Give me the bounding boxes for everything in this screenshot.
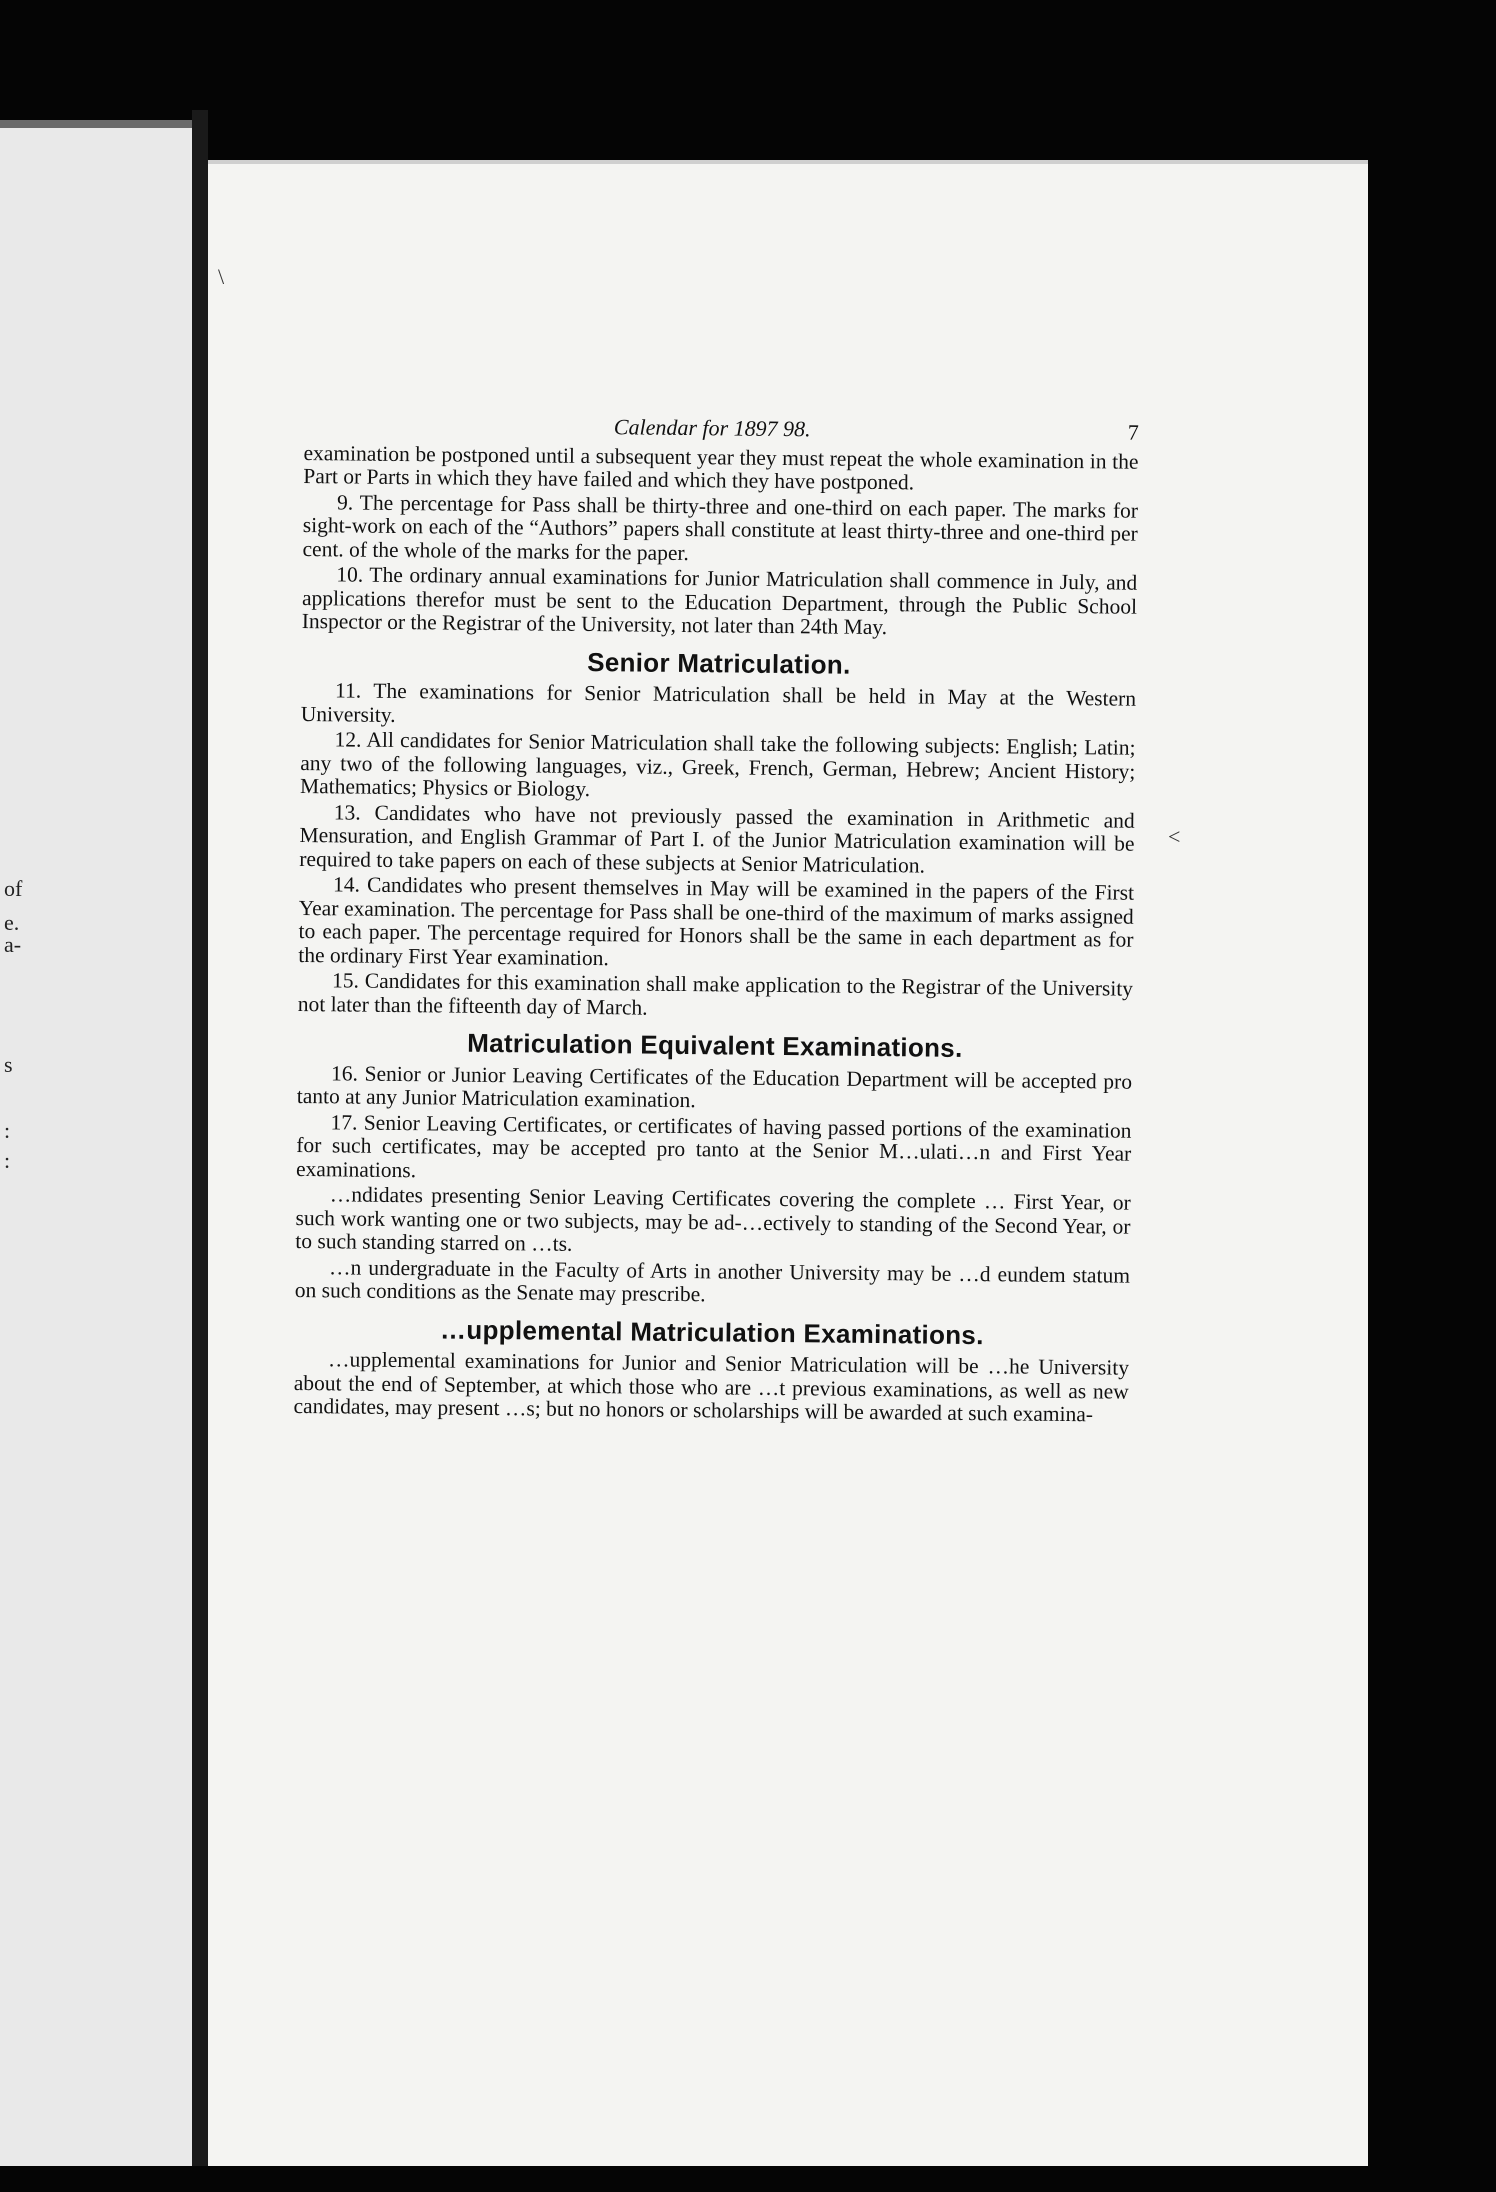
heading-senior-matriculation: Senior Matriculation.	[587, 646, 851, 680]
paragraph-13: 13. Candidates who have not previously passed the examination in Arithmetic and Mensuration, and English Grammar of Part I. of the Junior Matriculation examination will be required to take papers on each of these subjects at Senior Matriculation.	[299, 799, 1135, 878]
running-head	[304, 412, 1139, 444]
paragraph-9: 9. The percentage for Pass shall be thirty-three and one-third on each paper. The marks for sight-work on each of the “Authors” papers shall constitute at least thirty-three and one-third per cent. of the whole of the marks for the paper.	[302, 489, 1139, 565]
left-fragment: :	[4, 1148, 11, 1173]
paragraph-14: 14. Candidates who present themselves in May will be examined in the papers of the First Year examination. The percentage for Pass shall be one-third of the maximum of marks assigned to each paper. The percentage required for Honors shall be the same in each department as for the ordinary First Year examination.	[298, 872, 1135, 970]
left-fragment: :	[4, 1118, 11, 1143]
paragraph-15: 15. Candidates for this examination shall make application to the Registrar of the University not later than the fifteenth day of March.	[297, 968, 1134, 1020]
left-page-edge	[0, 120, 192, 2168]
paragraph-16: 16. Senior or Junior Leaving Certificates of the Education Department will be accepted pro tanto at any Junior Matriculation examination.	[296, 1060, 1133, 1113]
heading-supplemental-matriculation: …upplemental Matriculation Examinations.	[439, 1313, 984, 1350]
left-fragment: s	[4, 1052, 13, 1077]
scan-bottom-edge	[0, 2166, 1496, 2192]
paragraph-12: 12. All candidates for Senior Matriculation shall take the following subjects: English; Latin; any two of the following languages, viz., Greek, French, German, Hebrew; Ancient History; Mathematics; Physics or Biology.	[299, 727, 1136, 802]
paragraph: examination be postponed until a subsequent year they must repeat the whole examination in the Part or Parts in which they have failed and which they have postponed.	[303, 440, 1139, 495]
left-fragment: a-	[4, 932, 22, 957]
heading-matriculation-equivalent: Matriculation Equivalent Examinations.	[467, 1027, 963, 1063]
paragraph-19: …n undergraduate in the Faculty of Arts in another University may be …d eundem statum on such conditions as the Senate may prescribe.	[294, 1254, 1131, 1307]
paragraph-10: 10. The ordinary annual examinations for Junior Matriculation shall commence in July, and applications therefor must be sent to the Education Department, through the Public School Inspector or the Registrar of the University, not later than 24th May.	[301, 562, 1138, 640]
page-text-block	[293, 412, 1139, 1429]
left-fragment: e.	[4, 910, 20, 935]
book-spine	[192, 110, 208, 2170]
document-page	[208, 160, 1368, 2174]
running-head-title: Calendar for 1897 98.	[613, 414, 811, 442]
scan-mark: \	[218, 264, 225, 289]
page-number: 7	[1127, 419, 1139, 445]
paragraph-18: …ndidates presenting Senior Leaving Certificates covering the complete … First Year, or such work wanting one or two subjects, may be ad-…ectively to standing of the Second Year, or to such standing starred on …ts.	[295, 1182, 1131, 1256]
left-fragment: of	[4, 876, 23, 901]
paragraph-17: 17. Senior Leaving Certificates, or certificates of having passed portions of the examination for such certificates, may be accepted pro tanto at the Senior M…ulati…n and First Year examinations.	[295, 1109, 1132, 1182]
paragraph-20: …upplemental examinations for Junior and Senior Matriculation will be …he University about the end of September, at which those who are …t previous examinations, as well as new candidates, may present …s; but no honors or scholarships will be awarded at such examina-	[293, 1347, 1130, 1427]
scan-mark: <	[1168, 824, 1181, 849]
paragraph-11: 11. The examinations for Senior Matriculation shall be held in May at the Western University.	[300, 678, 1137, 727]
